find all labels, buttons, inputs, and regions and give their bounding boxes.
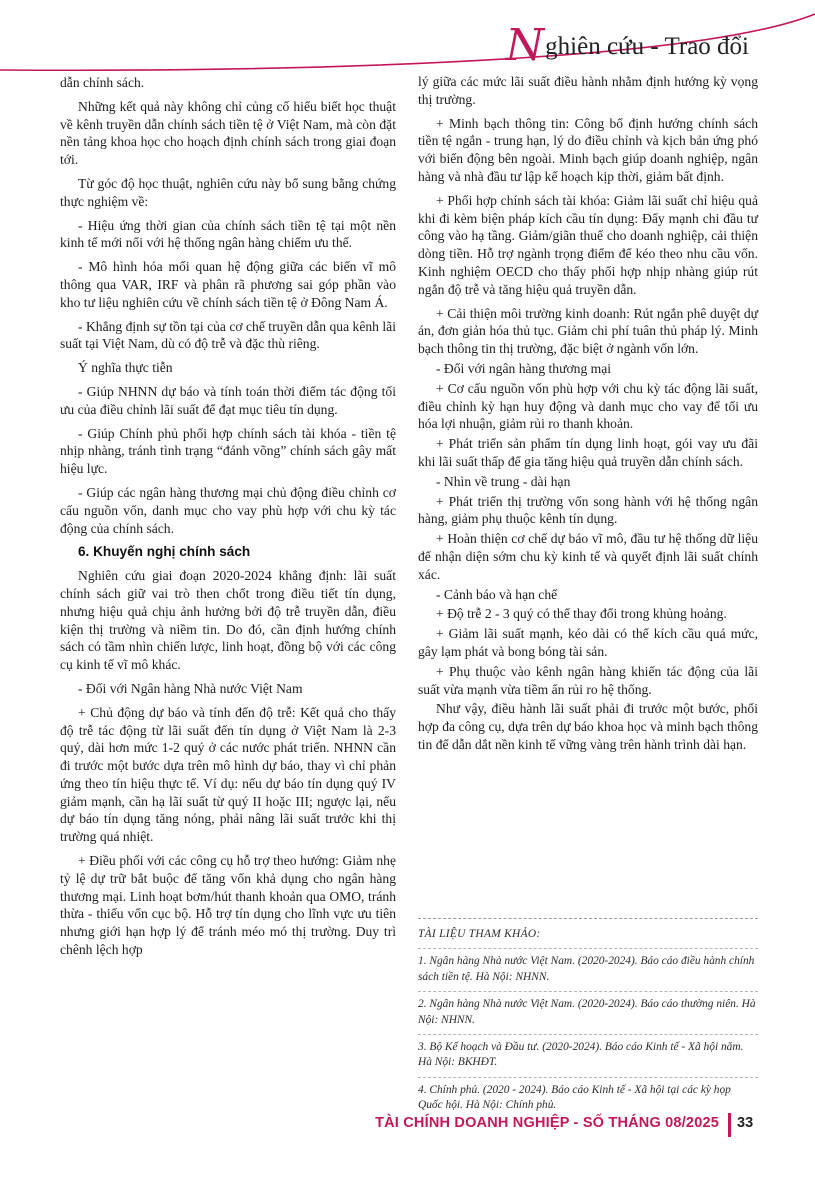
paragraph: - Nhìn về trung - dài hạn	[436, 473, 571, 489]
page-header	[0, 0, 815, 74]
references-section	[418, 918, 758, 1120]
paragraph: + Độ trễ 2 - 3 quý có thể thay đổi trong khủng hoảng.	[436, 606, 727, 622]
paragraph: + Phụ thuộc vào kênh ngân hàng khiến tác động của lãi suất vừa mạnh vừa tiềm ẩn rủi ro hệ thống.	[418, 663, 758, 697]
section-heading: 6. Khuyến nghị chính sách	[78, 544, 251, 560]
paragraph: - Đối với ngân hàng thương mại	[436, 360, 612, 376]
paragraph: + Giảm lãi suất mạnh, kéo dài có thể kích cầu quá mức, gây lạm phát và bong bóng tài sản.	[418, 626, 758, 659]
page-number: 33	[737, 1115, 754, 1131]
paragraph: + Phát triển thị trường vốn song hành với hệ thống ngân hàng, giảm phụ thuộc kênh tín dụng.	[418, 493, 758, 527]
section-title-rest: ghiên cứu - Trao đổi	[545, 33, 749, 60]
paragraph: Ý nghĩa thực tiễn	[78, 360, 173, 376]
section-title-initial: N	[505, 20, 545, 71]
reference-item: 2. Ngân hàng Nhà nước Việt Nam. (2020-2024). Báo cáo thường niên. Hà Nội: NHNN.	[418, 991, 758, 1028]
paragraph: - Mô hình hóa mối quan hệ động giữa các biến vĩ mô thông qua VAR, IRF và phân rã phương sai góp phần vào kho tư liệu nghiên cứu về chính sách tiền tệ ở Đông Nam Á.	[60, 259, 396, 310]
right-column	[418, 73, 758, 760]
references-title: TÀI LIỆU THAM KHẢO:	[418, 918, 758, 942]
paragraph: + Minh bạch thông tin: Công bố định hướng chính sách tiền tệ ngắn - trung hạn, lý do điều chỉnh và kịch bản ứng phó với biến động bên ngoài. Minh bạch giúp doanh nghiệp, ngân hàng và nhà đầu tư lập kế hoạch kịp thời, giảm bất định.	[418, 115, 758, 184]
reference-item: 3. Bộ Kế hoạch và Đầu tư. (2020-2024). Báo cáo Kinh tế - Xã hội năm. Hà Nội: BKHĐT.	[418, 1034, 758, 1071]
paragraph: - Cảnh báo và hạn chế	[436, 586, 558, 602]
paragraph: lý giữa các mức lãi suất điều hành nhằm định hướng kỳ vọng thị trường.	[418, 74, 758, 107]
paragraph: - Giúp NHNN dự báo và tính toán thời điểm tác động tối ưu của điều chỉnh lãi suất để đạt mục tiêu tín dụng.	[60, 383, 396, 417]
paragraph: Như vậy, điều hành lãi suất phải đi trước một bước, phối hợp đa công cụ, dựa trên dự báo khoa học và minh bạch thông tin để dẫn dắt nền kinh tế vững vàng trên hành trình dài hạn.	[418, 701, 758, 752]
paragraph: - Khẳng định sự tồn tại của cơ chế truyền dẫn qua kênh lãi suất tại Việt Nam, dù có độ trễ và đặc thù riêng.	[60, 318, 396, 352]
paragraph: + Chủ động dự báo và tính đến độ trễ: Kết quả cho thấy độ trễ tác động từ lãi suất đến tín dụng ở Việt Nam là 2-3 quý, dài hơn mức 1-2 quý ở các nước phát triển. NHNN cần đi trước một bước dựa trên mô hình dự báo, thay vì chỉ phản ứng theo tín hiệu thực tế. Ví dụ: nếu dự báo tín dụng quý IV giảm mạnh, cần hạ lãi suất từ quý II hoặc III; ngược lại, nếu dự báo tín dụng tăng nóng, phải nâng lãi suất trước khi thị trường quá nhiệt.	[60, 704, 396, 845]
footer-divider	[728, 1113, 731, 1137]
paragraph: + Hoàn thiện cơ chế dự báo vĩ mô, đầu tư hệ thống dữ liệu để nhận diện sớm chu kỳ kinh tế và quyết định lãi suất chính xác.	[418, 531, 758, 582]
publication-name: TÀI CHÍNH DOANH NGHIỆP - SỐ THÁNG 08/2025	[375, 1115, 719, 1131]
paragraph: + Cơ cấu nguồn vốn phù hợp với chu kỳ tác động lãi suất, điều chỉnh kỳ hạn huy động và danh mục cho vay để tối ưu hóa lợi nhuận, giảm rủi ro thanh khoản.	[418, 380, 758, 432]
paragraph: + Cải thiện môi trường kinh doanh: Rút ngắn phê duyệt dự án, đơn giản hóa thủ tục. Giảm chi phí tuân thủ pháp lý. Minh bạch thông tin thị trường, đặc biệt ở ngành vốn lớn.	[418, 305, 758, 357]
section-title	[505, 20, 749, 71]
paragraph: Nghiên cứu giai đoạn 2020-2024 khẳng định: lãi suất chính sách giữ vai trò then chốt trong điều tiết tín dụng, nhưng hiệu quả chịu ảnh hưởng bởi độ trễ truyền dẫn, điều kiện thị trường và niềm tin. Do đó, cần định hướng chính sách có tầm nhìn chiến lược, linh hoạt, đồng bộ với các công cụ kinh tế vĩ mô khác.	[60, 568, 396, 673]
reference-item: 1. Ngân hàng Nhà nước Việt Nam. (2020-2024). Báo cáo điều hành chính sách tiền tệ. Hà Nội: NHNN.	[418, 948, 758, 985]
paragraph: - Giúp các ngân hàng thương mại chủ động điều chỉnh cơ cấu nguồn vốn, danh mục cho vay phù hợp với chu kỳ tác động của chính sách.	[60, 484, 396, 536]
paragraph: + Điều phối với các công cụ hỗ trợ theo hướng: Giảm nhẹ tỷ lệ dự trữ bắt buộc để tăng vốn khả dụng cho ngân hàng thương mại. Linh hoạt bơm/hút thanh khoản qua OMO, tránh thừa - thiếu vốn cục bộ. Hỗ trợ tín dụng cho lĩnh vực ưu tiên nhưng giới hạn hợp lý để tránh méo mó thị trường. Duy trì chênh lệch hợp	[60, 853, 396, 958]
paragraph: dẫn chính sách.	[60, 75, 145, 90]
reference-item: 4. Chính phủ. (2020 - 2024). Báo cáo Kinh tế - Xã hội tại các kỳ họp Quốc hội. Hà Nội: Chính phủ.	[418, 1077, 758, 1114]
paragraph: Những kết quả này không chỉ củng cố hiểu biết học thuật về kênh truyền dẫn chính sách tiền tệ ở Việt Nam, mà còn đặt nền tảng khoa học cho hoạch định chính sách trong giai đoạn tới.	[60, 98, 396, 168]
paragraph: - Đối với Ngân hàng Nhà nước Việt Nam	[78, 680, 303, 696]
paragraph: + Phát triển sản phẩm tín dụng linh hoạt, gói vay ưu đãi khi lãi suất thấp để gia tăng hiệu quả truyền dẫn chính sách.	[418, 436, 758, 469]
paragraph: Từ góc độ học thuật, nghiên cứu này bổ sung bằng chứng thực nghiệm về:	[60, 175, 396, 209]
paragraph: - Giúp Chính phủ phối hợp chính sách tài khóa - tiền tệ nhịp nhàng, tránh tình trạng “đánh võng” chính sách gây mất hiệu lực.	[60, 425, 396, 477]
left-column	[60, 74, 396, 965]
page-footer	[0, 1110, 815, 1140]
paragraph: - Hiệu ứng thời gian của chính sách tiền tệ tại một nền kinh tế mới nổi với hệ thống ngân hàng chiếm ưu thế.	[60, 217, 396, 251]
paragraph: + Phối hợp chính sách tài khóa: Giảm lãi suất chỉ hiệu quả khi đi kèm biện pháp kích cầu tín dụng: Đẩy mạnh chi đầu tư công vào hạ tầng. Giảm/giãn thuế cho doanh nghiệp, cải thiện dòng tiền. Hỗ trợ ngành trọng điểm để kéo theo nhu cầu vốn. Kinh nghiệm OECD cho thấy phối hợp nhịp nhàng giúp rút ngắn độ trễ và tăng hiệu quả truyền dẫn.	[418, 192, 758, 297]
